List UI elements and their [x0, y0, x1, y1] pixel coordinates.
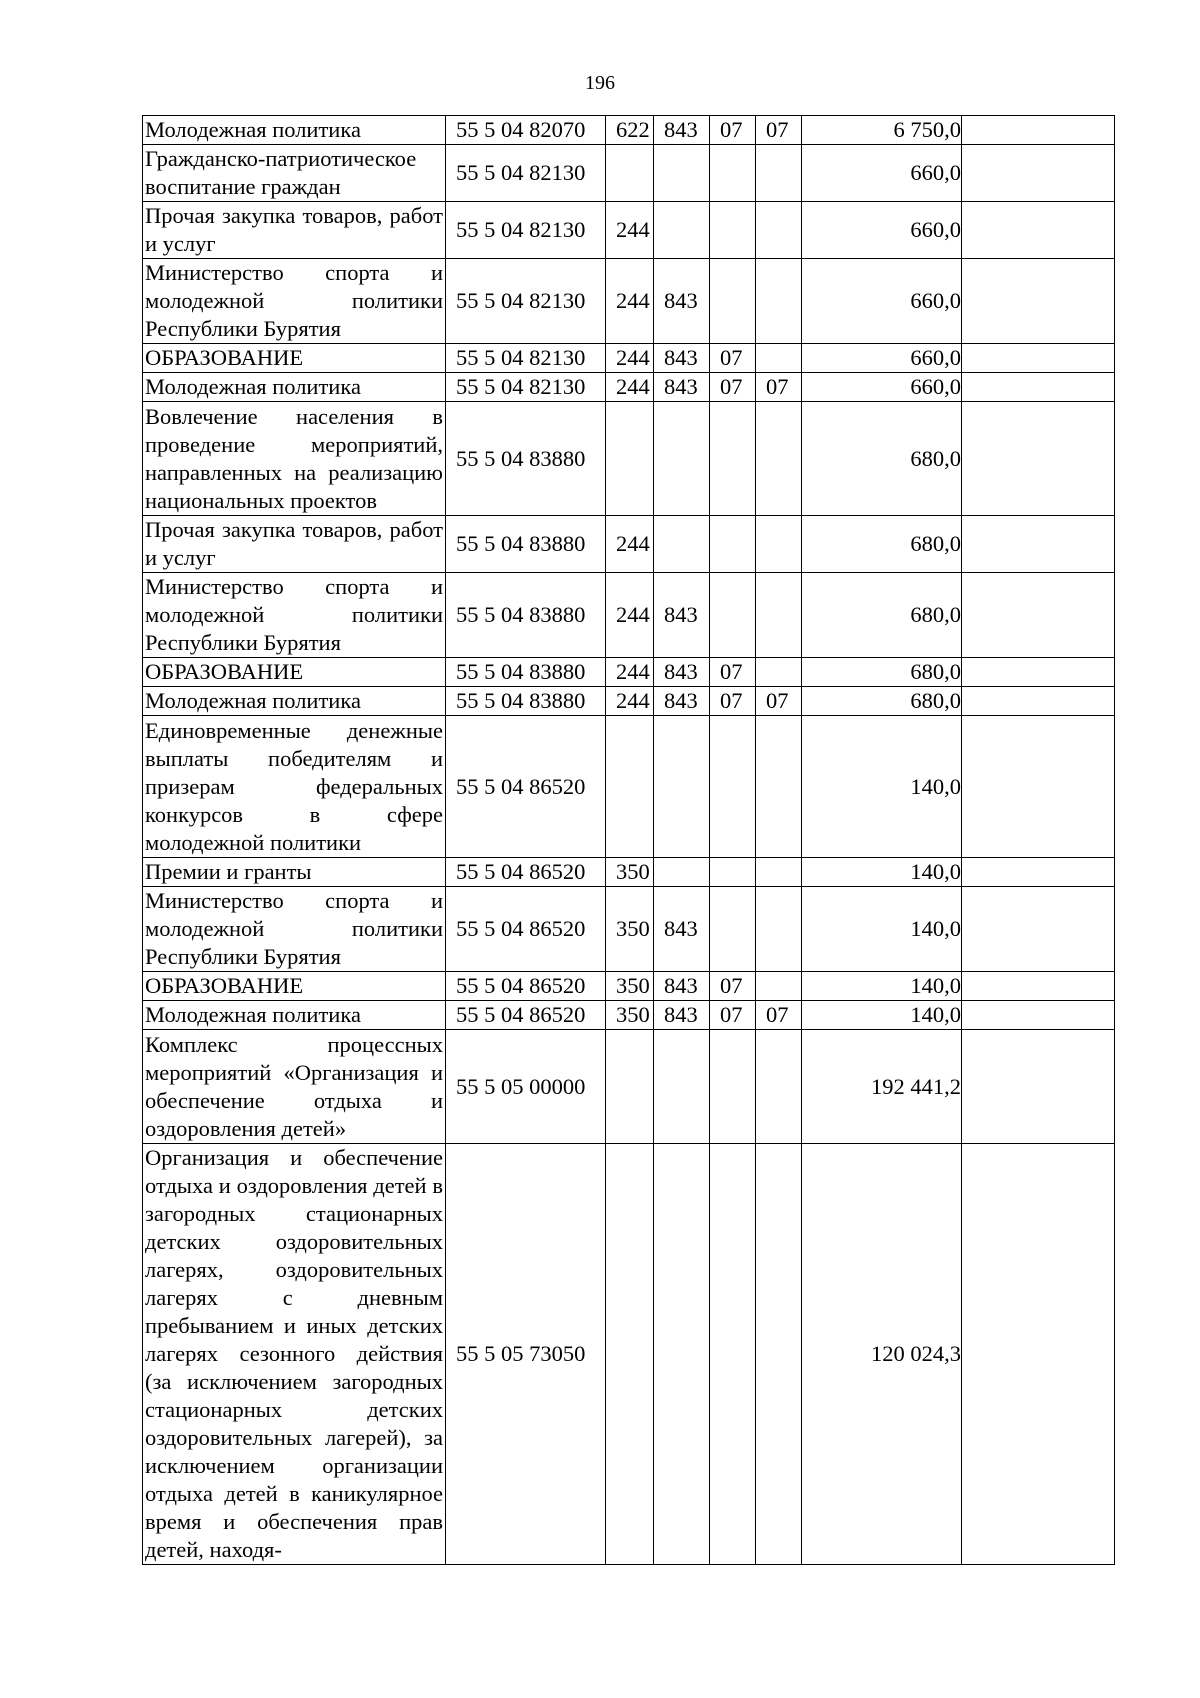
expense-type-cell [606, 402, 654, 516]
target-code-cell: 55 5 04 86520 [446, 972, 606, 1001]
subsection-code-cell [756, 716, 802, 858]
section-code-cell [710, 716, 756, 858]
row-name-cell: ОБРАЗОВАНИЕ [143, 972, 446, 1001]
target-code-cell: 55 5 04 82130 [446, 202, 606, 259]
expense-type-cell: 350 [606, 972, 654, 1001]
ministry-code-cell: 843 [654, 344, 710, 373]
subsection-code-cell [756, 344, 802, 373]
target-code-cell: 55 5 04 83880 [446, 658, 606, 687]
expense-type-cell: 350 [606, 887, 654, 972]
empty-cell [962, 202, 1115, 259]
row-name-cell: Прочая закупка товаров, работ и услуг [143, 202, 446, 259]
empty-cell [962, 344, 1115, 373]
empty-cell [962, 687, 1115, 716]
target-code-cell: 55 5 05 00000 [446, 1030, 606, 1144]
subsection-code-cell [756, 145, 802, 202]
expense-type-cell: 244 [606, 202, 654, 259]
ministry-code-cell: 843 [654, 887, 710, 972]
table-row [143, 516, 1115, 573]
row-name-cell: Молодежная политика [143, 373, 446, 402]
empty-cell [962, 972, 1115, 1001]
target-code-cell: 55 5 04 82130 [446, 344, 606, 373]
empty-cell [962, 402, 1115, 516]
row-name-cell: Молодежная политика [143, 116, 446, 145]
table-row [143, 402, 1115, 516]
row-name-cell: Комплекс процессных мероприятий «Организация и обеспечение отдыха и оздоровления детей» [143, 1030, 446, 1144]
empty-cell [962, 858, 1115, 887]
row-name-cell: Министерство спорта и молодежной политики Республики Бурятия [143, 887, 446, 972]
amount-cell: 680,0 [802, 687, 962, 716]
table-row [143, 1001, 1115, 1030]
amount-cell: 120 024,3 [802, 1144, 962, 1565]
table-row [143, 658, 1115, 687]
table-row [143, 145, 1115, 202]
table-row [143, 858, 1115, 887]
amount-cell: 6 750,0 [802, 116, 962, 145]
amount-cell: 140,0 [802, 972, 962, 1001]
row-name-cell: Вовлечение населения в проведение мероприятий, направленных на реализацию национальных проектов [143, 402, 446, 516]
table-row [143, 344, 1115, 373]
expense-type-cell [606, 1144, 654, 1565]
row-name-cell: Организация и обеспечение отдыха и оздоровления детей в загородных стационарных детских оздоровительных лагерях, оздоровительных лагерях с дневным пребыванием и иных детских лагерях сезонного действия (за исключением загородных стационарных детских оздоровительных лагерей), за исключением организации отдыха детей в каникулярное время и обеспечения прав детей, находя- [143, 1144, 446, 1565]
section-code-cell [710, 858, 756, 887]
section-code-cell: 07 [710, 658, 756, 687]
expense-type-cell: 244 [606, 658, 654, 687]
subsection-code-cell [756, 972, 802, 1001]
table-row [143, 887, 1115, 972]
target-code-cell: 55 5 04 86520 [446, 1001, 606, 1030]
row-name-cell: ОБРАЗОВАНИЕ [143, 658, 446, 687]
subsection-code-cell: 07 [756, 1001, 802, 1030]
subsection-code-cell [756, 202, 802, 259]
empty-cell [962, 145, 1115, 202]
expense-type-cell: 244 [606, 687, 654, 716]
table-row [143, 716, 1115, 858]
target-code-cell: 55 5 04 83880 [446, 687, 606, 716]
amount-cell: 660,0 [802, 344, 962, 373]
subsection-code-cell: 07 [756, 687, 802, 716]
expense-type-cell: 244 [606, 373, 654, 402]
ministry-code-cell [654, 858, 710, 887]
target-code-cell: 55 5 04 86520 [446, 887, 606, 972]
subsection-code-cell: 07 [756, 373, 802, 402]
subsection-code-cell [756, 573, 802, 658]
empty-cell [962, 658, 1115, 687]
row-name-cell: Молодежная политика [143, 1001, 446, 1030]
section-code-cell: 07 [710, 373, 756, 402]
table-row [143, 1144, 1115, 1565]
amount-cell: 660,0 [802, 259, 962, 344]
ministry-code-cell [654, 145, 710, 202]
expense-type-cell: 244 [606, 259, 654, 344]
target-code-cell: 55 5 04 82130 [446, 145, 606, 202]
empty-cell [962, 373, 1115, 402]
section-code-cell [710, 573, 756, 658]
expense-type-cell: 244 [606, 573, 654, 658]
ministry-code-cell: 843 [654, 259, 710, 344]
subsection-code-cell [756, 887, 802, 972]
ministry-code-cell [654, 402, 710, 516]
ministry-code-cell: 843 [654, 116, 710, 145]
target-code-cell: 55 5 04 82130 [446, 259, 606, 344]
subsection-code-cell: 07 [756, 116, 802, 145]
empty-cell [962, 887, 1115, 972]
expense-type-cell [606, 1030, 654, 1144]
ministry-code-cell: 843 [654, 972, 710, 1001]
section-code-cell: 07 [710, 116, 756, 145]
target-code-cell: 55 5 04 86520 [446, 858, 606, 887]
row-name-cell: Гражданско-патриотическое воспитание граждан [143, 145, 446, 202]
expense-type-cell [606, 716, 654, 858]
subsection-code-cell [756, 402, 802, 516]
amount-cell: 140,0 [802, 716, 962, 858]
subsection-code-cell [756, 516, 802, 573]
table-row [143, 687, 1115, 716]
amount-cell: 140,0 [802, 887, 962, 972]
section-code-cell: 07 [710, 344, 756, 373]
subsection-code-cell [756, 1030, 802, 1144]
target-code-cell: 55 5 04 82130 [446, 373, 606, 402]
subsection-code-cell [756, 658, 802, 687]
row-name-cell: Премии и гранты [143, 858, 446, 887]
section-code-cell [710, 1144, 756, 1565]
ministry-code-cell: 843 [654, 1001, 710, 1030]
table-row [143, 1030, 1115, 1144]
amount-cell: 192 441,2 [802, 1030, 962, 1144]
target-code-cell: 55 5 04 82070 [446, 116, 606, 145]
empty-cell [962, 116, 1115, 145]
table-row [143, 573, 1115, 658]
expense-type-cell: 622 [606, 116, 654, 145]
amount-cell: 680,0 [802, 658, 962, 687]
ministry-code-cell: 843 [654, 373, 710, 402]
amount-cell: 140,0 [802, 1001, 962, 1030]
ministry-code-cell [654, 1144, 710, 1565]
table-body [143, 116, 1115, 1565]
section-code-cell: 07 [710, 972, 756, 1001]
page-number: 196 [585, 72, 615, 94]
section-code-cell [710, 516, 756, 573]
section-code-cell: 07 [710, 1001, 756, 1030]
ministry-code-cell: 843 [654, 573, 710, 658]
expense-type-cell [606, 145, 654, 202]
target-code-cell: 55 5 04 83880 [446, 573, 606, 658]
ministry-code-cell [654, 716, 710, 858]
empty-cell [962, 1001, 1115, 1030]
empty-cell [962, 1030, 1115, 1144]
section-code-cell [710, 145, 756, 202]
amount-cell: 680,0 [802, 402, 962, 516]
table-row [143, 116, 1115, 145]
ministry-code-cell [654, 516, 710, 573]
target-code-cell: 55 5 04 83880 [446, 516, 606, 573]
row-name-cell: Единовременные денежные выплаты победителям и призерам федеральных конкурсов в сфере молодежной политики [143, 716, 446, 858]
section-code-cell [710, 887, 756, 972]
expense-type-cell: 350 [606, 1001, 654, 1030]
ministry-code-cell: 843 [654, 687, 710, 716]
section-code-cell [710, 259, 756, 344]
row-name-cell: ОБРАЗОВАНИЕ [143, 344, 446, 373]
row-name-cell: Прочая закупка товаров, работ и услуг [143, 516, 446, 573]
ministry-code-cell [654, 1030, 710, 1144]
target-code-cell: 55 5 05 73050 [446, 1144, 606, 1565]
amount-cell: 680,0 [802, 516, 962, 573]
budget-table [142, 115, 1115, 1565]
target-code-cell: 55 5 04 83880 [446, 402, 606, 516]
target-code-cell: 55 5 04 86520 [446, 716, 606, 858]
expense-type-cell: 244 [606, 516, 654, 573]
amount-cell: 660,0 [802, 373, 962, 402]
section-code-cell [710, 202, 756, 259]
amount-cell: 680,0 [802, 573, 962, 658]
section-code-cell: 07 [710, 687, 756, 716]
subsection-code-cell [756, 259, 802, 344]
amount-cell: 660,0 [802, 202, 962, 259]
table-row [143, 202, 1115, 259]
section-code-cell [710, 1030, 756, 1144]
empty-cell [962, 516, 1115, 573]
empty-cell [962, 1144, 1115, 1565]
amount-cell: 660,0 [802, 145, 962, 202]
expense-type-cell: 350 [606, 858, 654, 887]
empty-cell [962, 573, 1115, 658]
subsection-code-cell [756, 858, 802, 887]
empty-cell [962, 259, 1115, 344]
amount-cell: 140,0 [802, 858, 962, 887]
row-name-cell: Министерство спорта и молодежной политики Республики Бурятия [143, 573, 446, 658]
table-row [143, 972, 1115, 1001]
empty-cell [962, 716, 1115, 858]
row-name-cell: Молодежная политика [143, 687, 446, 716]
ministry-code-cell: 843 [654, 658, 710, 687]
row-name-cell: Министерство спорта и молодежной политики Республики Бурятия [143, 259, 446, 344]
ministry-code-cell [654, 202, 710, 259]
table-row [143, 259, 1115, 344]
expense-type-cell: 244 [606, 344, 654, 373]
section-code-cell [710, 402, 756, 516]
table-row [143, 373, 1115, 402]
subsection-code-cell [756, 1144, 802, 1565]
